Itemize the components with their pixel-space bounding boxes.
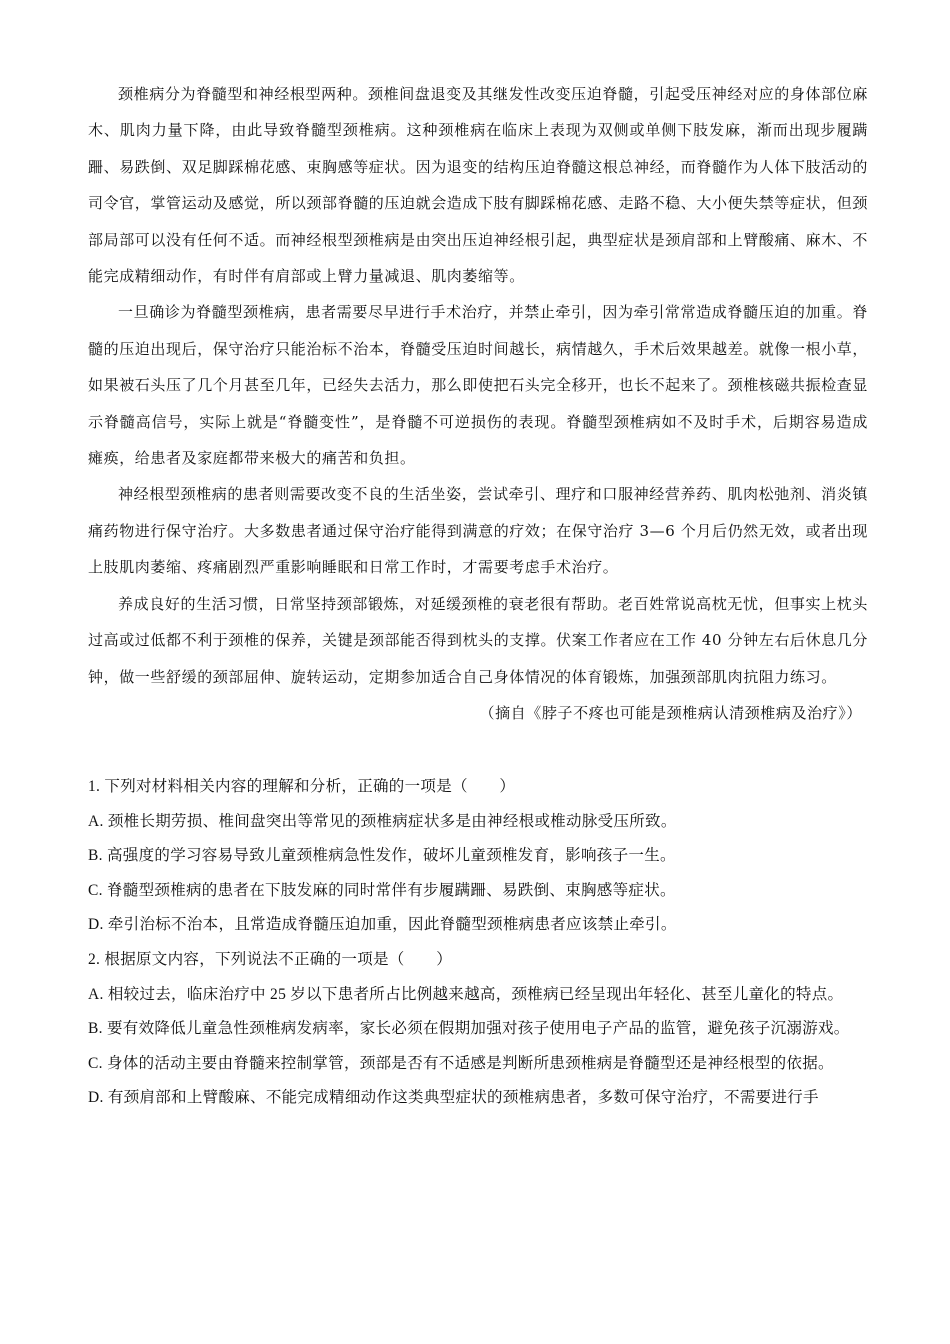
question-stem: 1. 下列对材料相关内容的理解和分析，正确的一项是（ ） [88, 778, 516, 795]
answer-option: A. 颈椎长期劳损、椎间盘突出等常见的颈椎病症状多是由神经根或椎动脉受压所致。 [88, 812, 677, 830]
answer-option: D. 牵引治标不治本，且常造成脊髓压迫加重，因此脊髓型颈椎病患者应该禁止牵引。 [88, 916, 677, 934]
passage-source: （摘自《脖子不疼也可能是颈椎病认清颈椎病及治疗》） [479, 703, 862, 722]
passage-paragraph: 颈椎病分为脊髓型和神经根型两种。颈椎间盘退变及其继发性改变压迫脊髓，引起受压神经对应的身体部位麻木、肌肉力量下降，由此导致脊髓型颈椎病。这种颈椎病在临床上表现为双侧或单侧下肢发麻，渐而出现步履蹒跚、易跌倒、双足脚踩棉花感、束胸感等症状。因为退变的结构压迫脊髓这根总神经，而脊髓作为人体下肢活动的司令官，掌管运动及感觉，所以颈部脊髓的压迫就会造成下肢有脚踩棉花感、走路不稳、大小便失禁等症状，但颈部局部可以没有任何不适。而神经根型颈椎病是由突出压迫神经根引起，典型症状是颈肩部和上臂酸痛、麻木、不能完成精细动作，有时伴有肩部或上臂力量减退、肌肉萎缩等。 [88, 85, 869, 286]
answer-option: A. 相较过去，临床治疗中 25 岁以下患者所占比例越来越高，颈椎病已经呈现出年轻化、甚至儿童化的特点。 [88, 985, 844, 1003]
passage-paragraph: 神经根型颈椎病的患者则需要改变不良的生活坐姿，尝试牵引、理疗和口服神经营养药、肌肉松弛剂、消炎镇痛药物进行保守治疗。大多数患者通过保守治疗能得到满意的疗效；在保守治疗 3—6 个月后仍然无效，或者出现上肢肌肉萎缩、疼痛剧烈严重影响睡眠和日常工作时，才需要考虑手术治疗。 [88, 485, 868, 577]
answer-option: C. 脊髓型颈椎病的患者在下肢发麻的同时常伴有步履蹒跚、易跌倒、束胸感等症状。 [88, 881, 676, 899]
answer-option: D. 有颈肩部和上臂酸麻、不能完成精细动作这类典型症状的颈椎病患者，多数可保守治疗，不需要进行手 [88, 1089, 819, 1107]
question-list [88, 770, 872, 1116]
passage-paragraph: 养成良好的生活习惯，日常坚持颈部锻炼，对延缓颈椎的衰老很有帮助。老百姓常说高枕无忧，但事实上枕头过高或过低都不利于颈椎的保养，关键是颈部能否得到枕头的支撑。伏案工作者应在工作 40 分钟左右后休息几分钟，做一些舒缓的颈部屈伸、旋转运动，定期参加适合自己身体情况的体育锻炼，加强颈部肌肉抗阻力练习。 [88, 594, 868, 686]
answer-option: B. 高强度的学习容易导致儿童颈椎病急性发作，破坏儿童颈椎发育，影响孩子一生。 [88, 847, 676, 865]
reading-passage [88, 76, 868, 731]
passage-paragraph: 一旦确诊为脊髓型颈椎病，患者需要尽早进行手术治疗，并禁止牵引，因为牵引常常造成脊髓压迫的加重。脊髓的压迫出现后，保守治疗只能治标不治本，脊髓受压迫时间越长，病情越久，手术后效果越差。就像一根小草，如果被石头压了几个月甚至几年，已经失去活力，那么即使把石头完全移开，也长不起来了。颈椎核磁共振检查显示脊髓高信号，实际上就是“脊髓变性”，是脊髓不可逆损伤的表现。脊髓型颈椎病如不及时手术，后期容易造成瘫痪，给患者及家庭都带来极大的痛苦和负担。 [88, 303, 869, 468]
question-stem: 2. 根据原文内容，下列说法不正确的一项是（ ） [88, 950, 453, 968]
answer-option: B. 要有效降低儿童急性颈椎病发病率，家长必须在假期加强对孩子使用电子产品的监管，避免孩子沉溺游戏。 [88, 1020, 850, 1038]
answer-option: C. 身体的活动主要由脊髓来控制掌管，颈部是否有不适感是判断所患颈椎病是脊髓型还是神经根型的依据。 [88, 1054, 834, 1072]
